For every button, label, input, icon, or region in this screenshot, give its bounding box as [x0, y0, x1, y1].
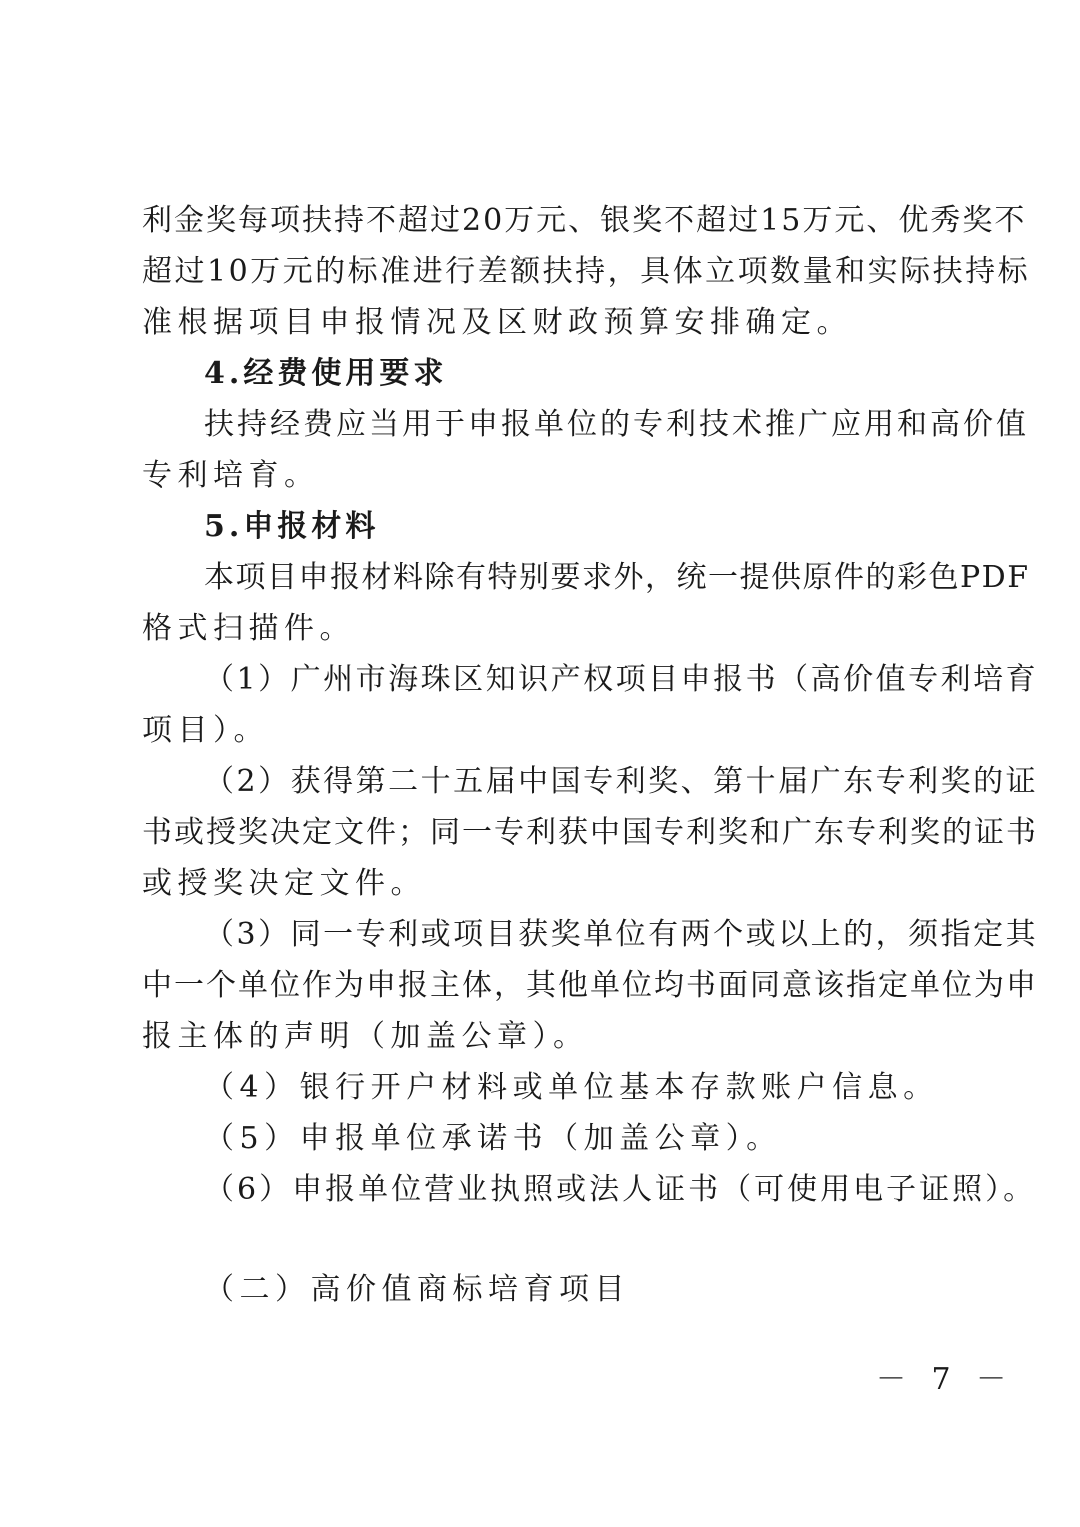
list-item-line: 或授奖决定文件。 [142, 866, 426, 901]
page-number: － 7 － [876, 1362, 1015, 1397]
list-item-line: 中一个单位作为申报主体，其他单位均书面同意该指定单位为申 [142, 968, 1038, 1003]
list-item-line: （3）同一专利或项目获奖单位有两个或以上的，须指定其 [204, 917, 1039, 952]
paragraph-line: 扶持经费应当用于申报单位的专利技术推广应用和高价值 [204, 407, 1029, 442]
paragraph-line: 超过10万元的标准进行差额扶持，具体立项数量和实际扶持标 [142, 254, 1031, 289]
section-heading: 4.经费使用要求 [204, 356, 448, 391]
list-item-line: （2）获得第二十五届中国专利奖、第十届广东专利奖的证 [204, 764, 1039, 799]
list-item-line: 书或授奖决定文件；同一专利获中国专利奖和广东专利奖的证书 [142, 815, 1038, 850]
list-item-line: （4）银行开户材料或单位基本存款账户信息。 [204, 1070, 939, 1105]
paragraph-line: 格式扫描件。 [142, 611, 355, 646]
list-item-line: 项目）。 [142, 713, 269, 748]
section-heading: 5.申报材料 [204, 509, 380, 544]
list-item-line: （5）申报单位承诺书（加盖公章）。 [204, 1121, 782, 1156]
paragraph-line: 专利培育。 [142, 458, 320, 493]
paragraph-line: 本项目申报材料除有特别要求外，统一提供原件的彩色PDF [204, 560, 1030, 595]
list-item-line: （1）广州市海珠区知识产权项目申报书（高价值专利培育 [204, 662, 1039, 697]
paragraph-line: 利金奖每项扶持不超过20万元、银奖不超过15万元、优秀奖不 [142, 203, 1027, 238]
list-item-line: 报主体的声明（加盖公章）。 [142, 1019, 589, 1054]
subsection-heading: （二）高价值商标培育项目 [204, 1272, 630, 1307]
list-item-line: （6）申报单位营业执照或法人证书（可使用电子证照）。 [204, 1172, 1037, 1207]
paragraph-line: 准根据项目申报情况及区财政预算安排确定。 [142, 305, 852, 340]
